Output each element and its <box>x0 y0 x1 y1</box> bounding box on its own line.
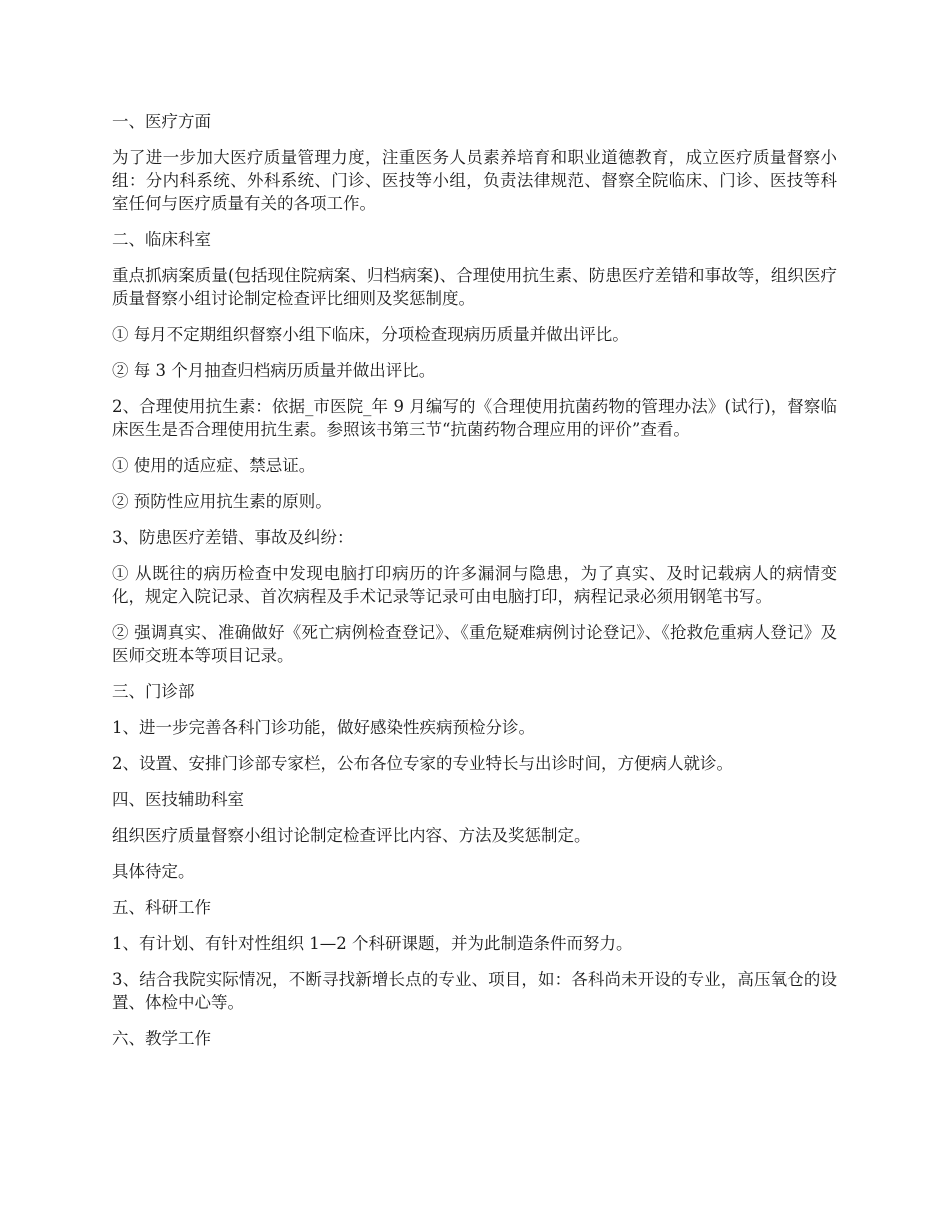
section-heading-medical-tech: 四、医技辅助科室 <box>112 790 244 809</box>
list-item-indications: ① 使用的适应症、禁忌证。 <box>112 456 316 475</box>
section-heading-clinical: 二、临床科室 <box>112 230 211 249</box>
paragraph-error-prevention: 3、防患医疗差错、事故及纠纷： <box>112 528 354 547</box>
paragraph-research-topics: 1、有计划、有针对性组织 1—2 个科研课题，并为此制造条件而努力。 <box>112 934 633 953</box>
section-heading-research: 五、科研工作 <box>112 898 211 917</box>
paragraph-expert-column: 2、设置、安排门诊部专家栏，公布各位专家的专业特长与出诊时间，方便病人就诊。 <box>112 754 733 773</box>
list-item-record-accuracy: ② 强调真实、准确做好《死亡病例检查登记》、《重危疑难病例讨论登记》、《抢救危重病人登记》及医师交班本等项目记录。 <box>112 623 837 665</box>
paragraph-case-quality: 重点抓病案质量(包括现住院病案、归档病案)、合理使用抗生素、防患医疗差错和事故等，组织医疗质量督察小组讨论制定检查评比细则及奖惩制度。 <box>112 266 837 308</box>
list-item-prophylaxis: ② 预防性应用抗生素的原则。 <box>112 492 332 511</box>
paragraph-quality-group: 为了进一步加大医疗质量管理力度，注重医务人员素养培育和职业道德教育，成立医疗质量督察小组：分内科系统、外科系统、门诊、医技等小组，负责法律规范、督察全院临床、门诊、医技等科室任何与医疗质量有关的各项工作。 <box>112 148 837 213</box>
list-item-record-printing: ① 从既往的病历检查中发现电脑打印病历的许多漏洞与隐患，为了真实、及时记载病人的病情变化，规定入院记录、首次病程及手术记录等记录可由电脑打印，病程记录必须用钢笔书写。 <box>112 564 837 606</box>
section-heading-medical: 一、医疗方面 <box>112 112 211 131</box>
paragraph-to-be-determined: 具体待定。 <box>112 862 195 881</box>
section-heading-teaching: 六、教学工作 <box>112 1029 211 1048</box>
list-item-quarterly-check: ② 每 3 个月抽查归档病历质量并做出评比。 <box>112 361 436 380</box>
paragraph-new-growth: 3、结合我院实际情况，不断寻找新增长点的专业、项目，如：各科尚未开设的专业，高压氧仓的设置、体检中心等。 <box>112 970 837 1012</box>
paragraph-antibiotics: 2、合理使用抗生素：依据_市医院_年 9 月编写的《合理使用抗菌药物的管理办法》(试行)，督察临床医生是否合理使用抗生素。参照该书第三节“抗菌药物合理应用的评价”查看。 <box>112 397 837 439</box>
section-heading-outpatient: 三、门诊部 <box>112 682 195 701</box>
paragraph-outpatient-function: 1、进一步完善各科门诊功能，做好感染性疾病预检分诊。 <box>112 718 535 737</box>
paragraph-tech-evaluation: 组织医疗质量督察小组讨论制定检查评比内容、方法及奖惩制定。 <box>112 826 591 845</box>
list-item-monthly-check: ① 每月不定期组织督察小组下临床，分项检查现病历质量并做出评比。 <box>112 325 629 344</box>
document-page <box>112 110 837 1063</box>
